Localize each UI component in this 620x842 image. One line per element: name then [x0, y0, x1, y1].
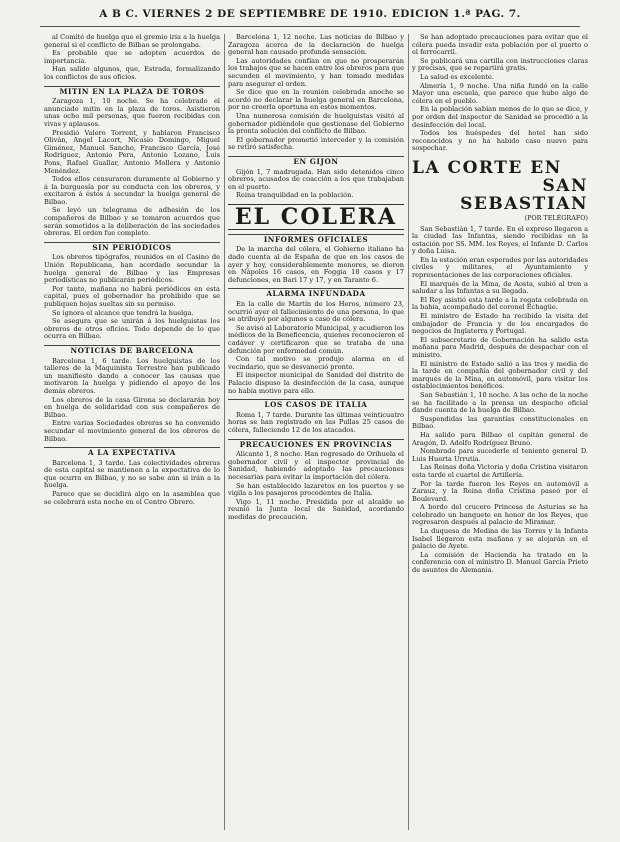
paragraph: Se han establecido lazaretos en los puertos y se vigila a los pasajeros procedentes de Italia. [228, 481, 404, 498]
paragraph: Presidió Valero Torrent, y hablaron Francisco Oliván, Angel Lacort, Nicasio Domingo, Miguel Giménez, Manuel Sancho, Francisco García, José Rodríguez, Antonio Pera, Antonio Lozano, Luis Pons, Rafael Guallar, Antonio Mollera y Antonio Menéndez. [44, 128, 220, 175]
paragraph: Nombrado para sucederle el teniente general D. Luis Huerta Urrutia. [412, 447, 588, 463]
column-2 [228, 34, 404, 830]
byline: (POR TELÉGRAFO) [524, 213, 588, 222]
paragraph: Los obreros de la casa Girona se declararán hoy en huelga de solidaridad con sus compañeros de Bilbao. [44, 395, 220, 419]
paragraph: Gijón 1, 7 madrugada. Han sido detenidos cinco obreros, acusados de coacción a los que trabajaban en el puerto. [228, 167, 404, 191]
paragraph: Zaragoza 1, 10 noche. Se ha celebrado el anunciado mitin en la plaza de toros. Asistieron unas ocho mil personas, que fueron recibidas con vivas y aplausos. [44, 97, 220, 128]
paragraph: El inspector municipal de Sanidad del distrito de Palacio dispuso la desinfección de la casa, aunque no había motivo para ello. [228, 371, 404, 395]
paragraph: El ministro de Estado ha recibido la visita del embajador de Francia y de los encargados de negocios de Inglaterra y Portugal. [412, 312, 588, 336]
section-heading: A LA EXPECTATIVA [44, 447, 220, 457]
paragraph: al Comité de huelga que el gremio iría a la huelga general si el conflicto de Bilbao se prolongaba. [44, 34, 220, 49]
column-divider-1 [224, 34, 225, 830]
section-heading: PRECAUCIONES EN PROVINCIAS [228, 439, 404, 449]
section-heading: ALARMA INFUNDADA [228, 288, 404, 298]
section-heading: MITIN EN LA PLAZA DE TOROS [44, 86, 220, 96]
paragraph: El gobernador prometió interceder y la comisión se retiró satisfecha. [228, 135, 404, 152]
paragraph: Se leyó un telegrama de adhesión de los compañeros de Bilbao y se tomaron acuerdos que serán sometidos a la deliberación de las sociedades obreras. El orden fue completo. [44, 206, 220, 238]
paragraph: El marqués de la Mina, de Aosta, subió al tren a saludar a las Infantas a su llegada. [412, 279, 588, 296]
paragraph: Es probable que se adopten acuerdos de importancia. [44, 49, 220, 65]
header-rule [40, 26, 580, 27]
paragraph: Por la tarde fueron los Reyes en automóvil a Zarauz, y la Reina doña Cristina paseó por el Boulevard. [412, 479, 588, 503]
paragraph: Han salido algunos, que, Estrada, formalizando los conflictos de sus oficios. [44, 65, 220, 81]
paragraph: La comisión de Hacienda ha tratado en la conferencia con el ministro D. Manuel García Prieto de asuntos de Alemania. [412, 550, 588, 575]
paragraph: De la marcha del cólera, el Gobierno italiano ha dado cuenta al de España de que en los casos de ayer y hoy, considerablemente menores, se dieron en Nápoles 16 casos, en Foggia 18 casos y 17 defunciones, en Bari 17 y 17, y en Taranto 6. [228, 245, 404, 284]
paragraph: Vigo 1, 11 noche. Presidida por el alcalde se reunió la Junta local de Sanidad, acordando medidas de precaución. [228, 497, 404, 521]
paragraph: La duquesa de Medina de las Torres y la Infanta Isabel llegaron esta mañana y se alojarán en el palacio de Ayete. [412, 527, 588, 551]
headline: EL COLERA [228, 204, 404, 230]
paragraph: Se avisó al Laboratorio Municipal, y acudieron los médicos de la Beneficencia, quienes reconocieron el cadáver y certificaron que se trataba de una defunción por enfermedad común. [228, 323, 404, 355]
column-3 [412, 34, 588, 830]
paragraph: Reina tranquilidad en la población. [236, 191, 354, 200]
paragraph: Con tal motivo se produjo alarma en el vecindario, que se desvaneció pronto. [228, 355, 404, 371]
paragraph: Por tanto, mañana no habrá periódicos en esta capital, pues el gobernador ha prohibido que se publiquen hojas sueltas sin su permiso. [44, 284, 220, 308]
paragraph: El subsecretario de Gobernación ha salido esta mañana para Madrid, después de despachar con el ministro. [412, 335, 588, 359]
paragraph: Los obreros tipógrafos, reunidos en el Casino de Unión Republicana, han acordado secundar la huelga general de Bilbao y las Empresas periodísticas no publicarán periódicos. [44, 253, 220, 285]
paragraph: Barcelona 1, 6 tarde. Los huelguistas de los talleres de la Maquinista Terrestre han publicado un manifiesto dando a conocer las causas que motivaron la huelga y pidiendo el apoyo de los demás obreros. [44, 356, 220, 395]
paragraph: San Sebastián 1, 10 noche. A las ocho de la noche se ha facilitado a la prensa un despacho oficial dando cuenta de la huelga de Bilbao. [412, 390, 588, 415]
paragraph: Barcelona 1, 3 tarde. Las colectividades obreras de esta capital se mantienen a la expectativa de lo que ocurra en Bilbao, y no se sabe aún si irán a la huelga. [44, 458, 220, 490]
paragraph: Se ignora el alcance que tendrá la huelga. [52, 308, 194, 317]
paragraph: El ministro de Estado salió a las tres y media de la tarde en compañía del gobernador civil y del marqués de la Mina, en automóvil, para visitar los establecimientos benéficos. [412, 359, 588, 391]
headline-line-2: SAN SEBASTIAN [460, 175, 588, 214]
column-1 [44, 34, 220, 830]
paragraph: Almería 1, 9 noche. Una niña fundó en la calle Mayor una escuela, que parece que hubo algo de cólera en el pueblo. [412, 81, 588, 105]
paragraph: En la población sabían menos de lo que se dice, y por orden del inspector de Sanidad se procedió a la desinfección del local. [412, 105, 588, 129]
section-heading: INFORMES OFICIALES [228, 234, 404, 244]
paragraph: El Rey asistió esta tarde a la regata celebrada en la bahía, acompañado del coronel Echagüe. [412, 295, 588, 312]
paragraph: Se han adoptado precauciones para evitar que el cólera pueda invadir esta población por el puerto o el ferrocarril. [412, 34, 588, 57]
paragraph: Suspendidas las garantías constitucionales en Bilbao. [412, 414, 588, 431]
paragraph: Se publicará una cartilla con instrucciones claras y precisas, que se repartirá gratis. [412, 56, 588, 73]
paragraph: Ha salido para Bilbao el capitán general de Aragón, D. Adolfo Rodríguez Bruno. [412, 430, 588, 447]
paragraph: Se asegura que se unirán á los huelguistas los obreros de otros oficios. Todo depende de lo que ocurra en Bilbao. [44, 317, 220, 341]
paragraph: Las autoridades confían en que no prosperarán los trabajos que se hacen entre los obreros para que secunden el movimiento, y han tomado medidas para asegurar el orden. [228, 56, 404, 88]
paragraph: Parece que se decidirá algo en la asamblea que se celebrará esta noche en el Centro Obrero. [44, 490, 220, 506]
headline-line-1: LA CORTE EN [412, 157, 562, 178]
column-divider-2 [408, 34, 409, 830]
section-heading: SIN PERIÓDICOS [44, 242, 220, 252]
paragraph: A bordo del crucero Princesa de Asturias se ha celebrado un banquete en honor de los Reyes, que regresaron después al palacio de Miramar. [412, 503, 588, 527]
paragraph: Barcelona 1, 12 noche. Las noticias de Bilbao y Zaragoza acerca de la declaración de huelga general han causado profunda sensación. [228, 34, 404, 57]
paragraph: Entre varias Sociedades obreras se ha convenido secundar el movimiento general de los obreros de Bilbao. [44, 419, 220, 443]
paragraph: Las Reinas doña Victoria y doña Cristina visitaron esta tarde el cuartel de Artillería. [412, 463, 588, 479]
paragraph: Una numerosa comisión de huelguistas visitó al gobernador pidiéndole que gestionase del Gobierno la pronta solución del conflicto de Bilbao. [228, 111, 404, 136]
paragraph: San Sebastián 1, 7 tarde. En el expreso llegaron a la ciudad las Infantas, siendo recibidas en la estación por SS. MM. los Reyes, el Infante D. Carlos y doña Luisa. [412, 224, 588, 256]
paragraph: Todos los huéspedes del hotel han sido reconocidos y no ha habido caso nuevo para sospechar. [412, 129, 588, 153]
section-heading: NOTICIAS DE BARCELONA [44, 345, 220, 355]
paragraph: En la estación eran esperados por las autoridades civiles y militares, el Ayuntamiento y representaciones de las corporaciones oficiales. [412, 255, 588, 280]
paragraph: Alicante 1, 8 noche. Han regresado de Orihuela el gobernador civil y el inspector provincial de Sanidad, habiendo adoptado las precauciones necesarias para evitar la importación del cólera. [228, 450, 404, 481]
paragraph: Roma 1, 7 tarde. Durante las últimas veinticuatro horas se han registrado en las Pullas 25 casos de cólera, falleciendo 12 de los atacados. [228, 410, 404, 434]
paragraph: Se dice que en la reunión celebrada anoche se acordó no declarar la huelga general en Barcelona, por no creerla oportuna en estos momentos. [228, 88, 404, 112]
paragraph: Todos ellos censuraron duramente al Gobierno y á la burguesía por su conducta con los obreros, y excitaron á éstos á secundar la huelga general de Bilbao. [44, 175, 220, 206]
section-heading: EN GIJON [228, 156, 404, 166]
paragraph: En la calle de Martín de los Heros, número 23, ocurrió ayer el fallecimiento de una persona, lo que se atribuyó por algunos a caso de cólera. [228, 300, 404, 324]
paragraph: La salud es excelente. [420, 72, 494, 81]
page-header: A B C. VIERNES 2 DE SEPTIEMBRE DE 1910. EDICION 1.ª PAG. 7. [99, 8, 521, 20]
section-heading: LOS CASOS DE ITALIA [228, 399, 404, 409]
